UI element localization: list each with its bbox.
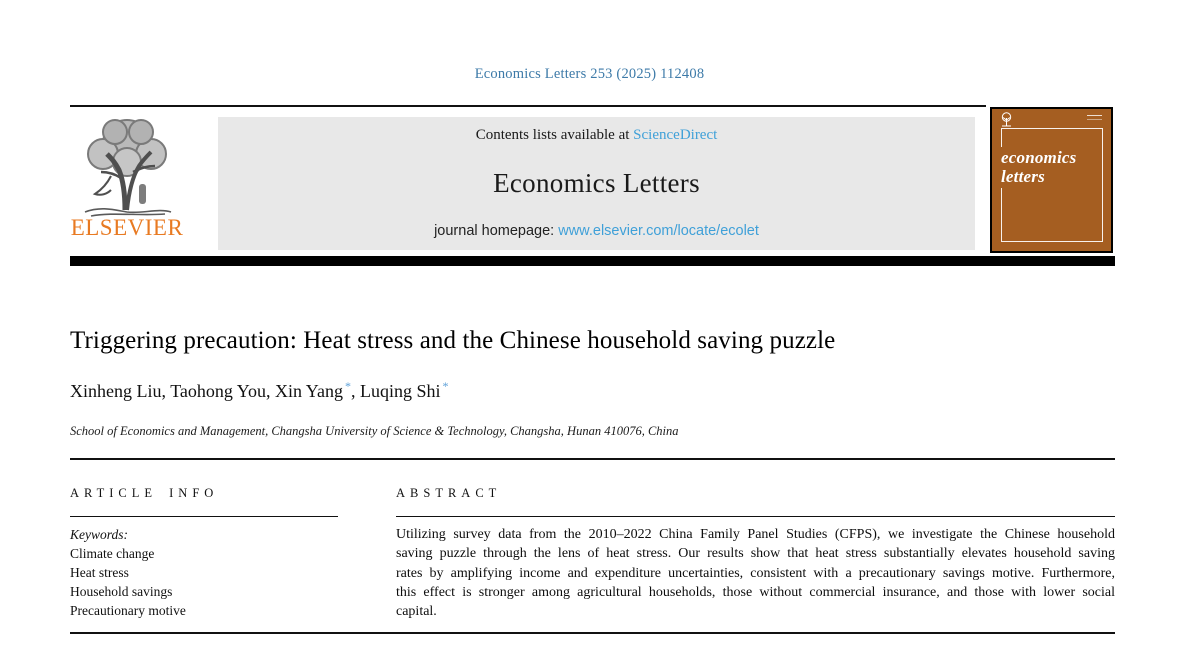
keyword-list [70, 544, 338, 620]
cover-journal-title [997, 147, 1080, 188]
elsevier-tree-icon [64, 114, 190, 218]
corresponding-author-asterisk[interactable]: * [442, 379, 449, 393]
keyword-item: Heat stress [70, 565, 129, 581]
article-info-rule [70, 516, 338, 517]
journal-cover-thumbnail[interactable] [990, 107, 1113, 253]
contents-line [476, 127, 718, 144]
cover-issue-mark [1087, 115, 1102, 120]
elsevier-logo[interactable] [64, 114, 190, 252]
author-name: Xin Yang [274, 381, 343, 401]
homepage-link[interactable]: www.elsevier.com/locate/ecolet [558, 223, 759, 239]
info-section-top-rule [70, 458, 1115, 460]
cover-title-line2: letters [1001, 167, 1045, 186]
article-info-heading: ARTICLE INFO [70, 486, 219, 500]
keyword-item: Household savings [70, 584, 173, 600]
corresponding-author-asterisk[interactable]: * [344, 379, 351, 393]
header-top-rule [70, 105, 986, 107]
page-bottom-rule [70, 632, 1115, 634]
article-title: Triggering precaution: Heat stress and the Chinese household saving puzzle [70, 327, 836, 354]
author-separator: , [265, 381, 275, 401]
sciencedirect-link[interactable]: ScienceDirect [633, 127, 718, 143]
contents-prefix: Contents lists available at [475, 127, 634, 143]
abstract-rule [396, 516, 1115, 517]
author-separator: , [161, 381, 171, 401]
citation-header-link[interactable]: Economics Letters 253 (2025) 112408 [474, 66, 705, 82]
abstract-text: Utilizing survey data from the 2010–2022 China Family Panel Studies (CFPS), we investigate the Chinese household saving puzzle through the lens of heat stress. Our results show that heat stress substantially elevates household saving rates by amplifying income and expenditure uncertainties, consistent with a precautionary savings motive. Furthermore, this effect is stronger among agricultural households, those without commercial insurance, and those with lower social capital. [396, 527, 1115, 620]
keyword-item: Climate change [70, 546, 155, 562]
author-name: Xinheng Liu [70, 381, 162, 401]
cover-title-line1: economics [1001, 148, 1077, 167]
author-separator: , [350, 381, 360, 401]
author-list [70, 379, 449, 402]
journal-header-box [218, 117, 975, 250]
header-divider-bar [70, 256, 1115, 266]
affiliation: School of Economics and Management, Changsha University of Science & Technology, Changsha, Hunan 410076, China [70, 424, 679, 438]
keywords-label: Keywords: [70, 527, 128, 543]
abstract-heading: ABSTRACT [396, 486, 502, 500]
abstract-column [396, 486, 1115, 622]
homepage-prefix: journal homepage: [434, 223, 559, 239]
journal-title: Economics Letters [493, 168, 700, 198]
elsevier-wordmark: ELSEVIER [70, 215, 184, 240]
author-name: Luqing Shi [359, 381, 441, 401]
article-info-column [70, 486, 338, 620]
cover-elsevier-emblem-icon [1000, 112, 1013, 127]
keyword-item: Precautionary motive [70, 603, 186, 619]
homepage-line [434, 223, 759, 239]
author-name: Taohong You [170, 381, 266, 401]
